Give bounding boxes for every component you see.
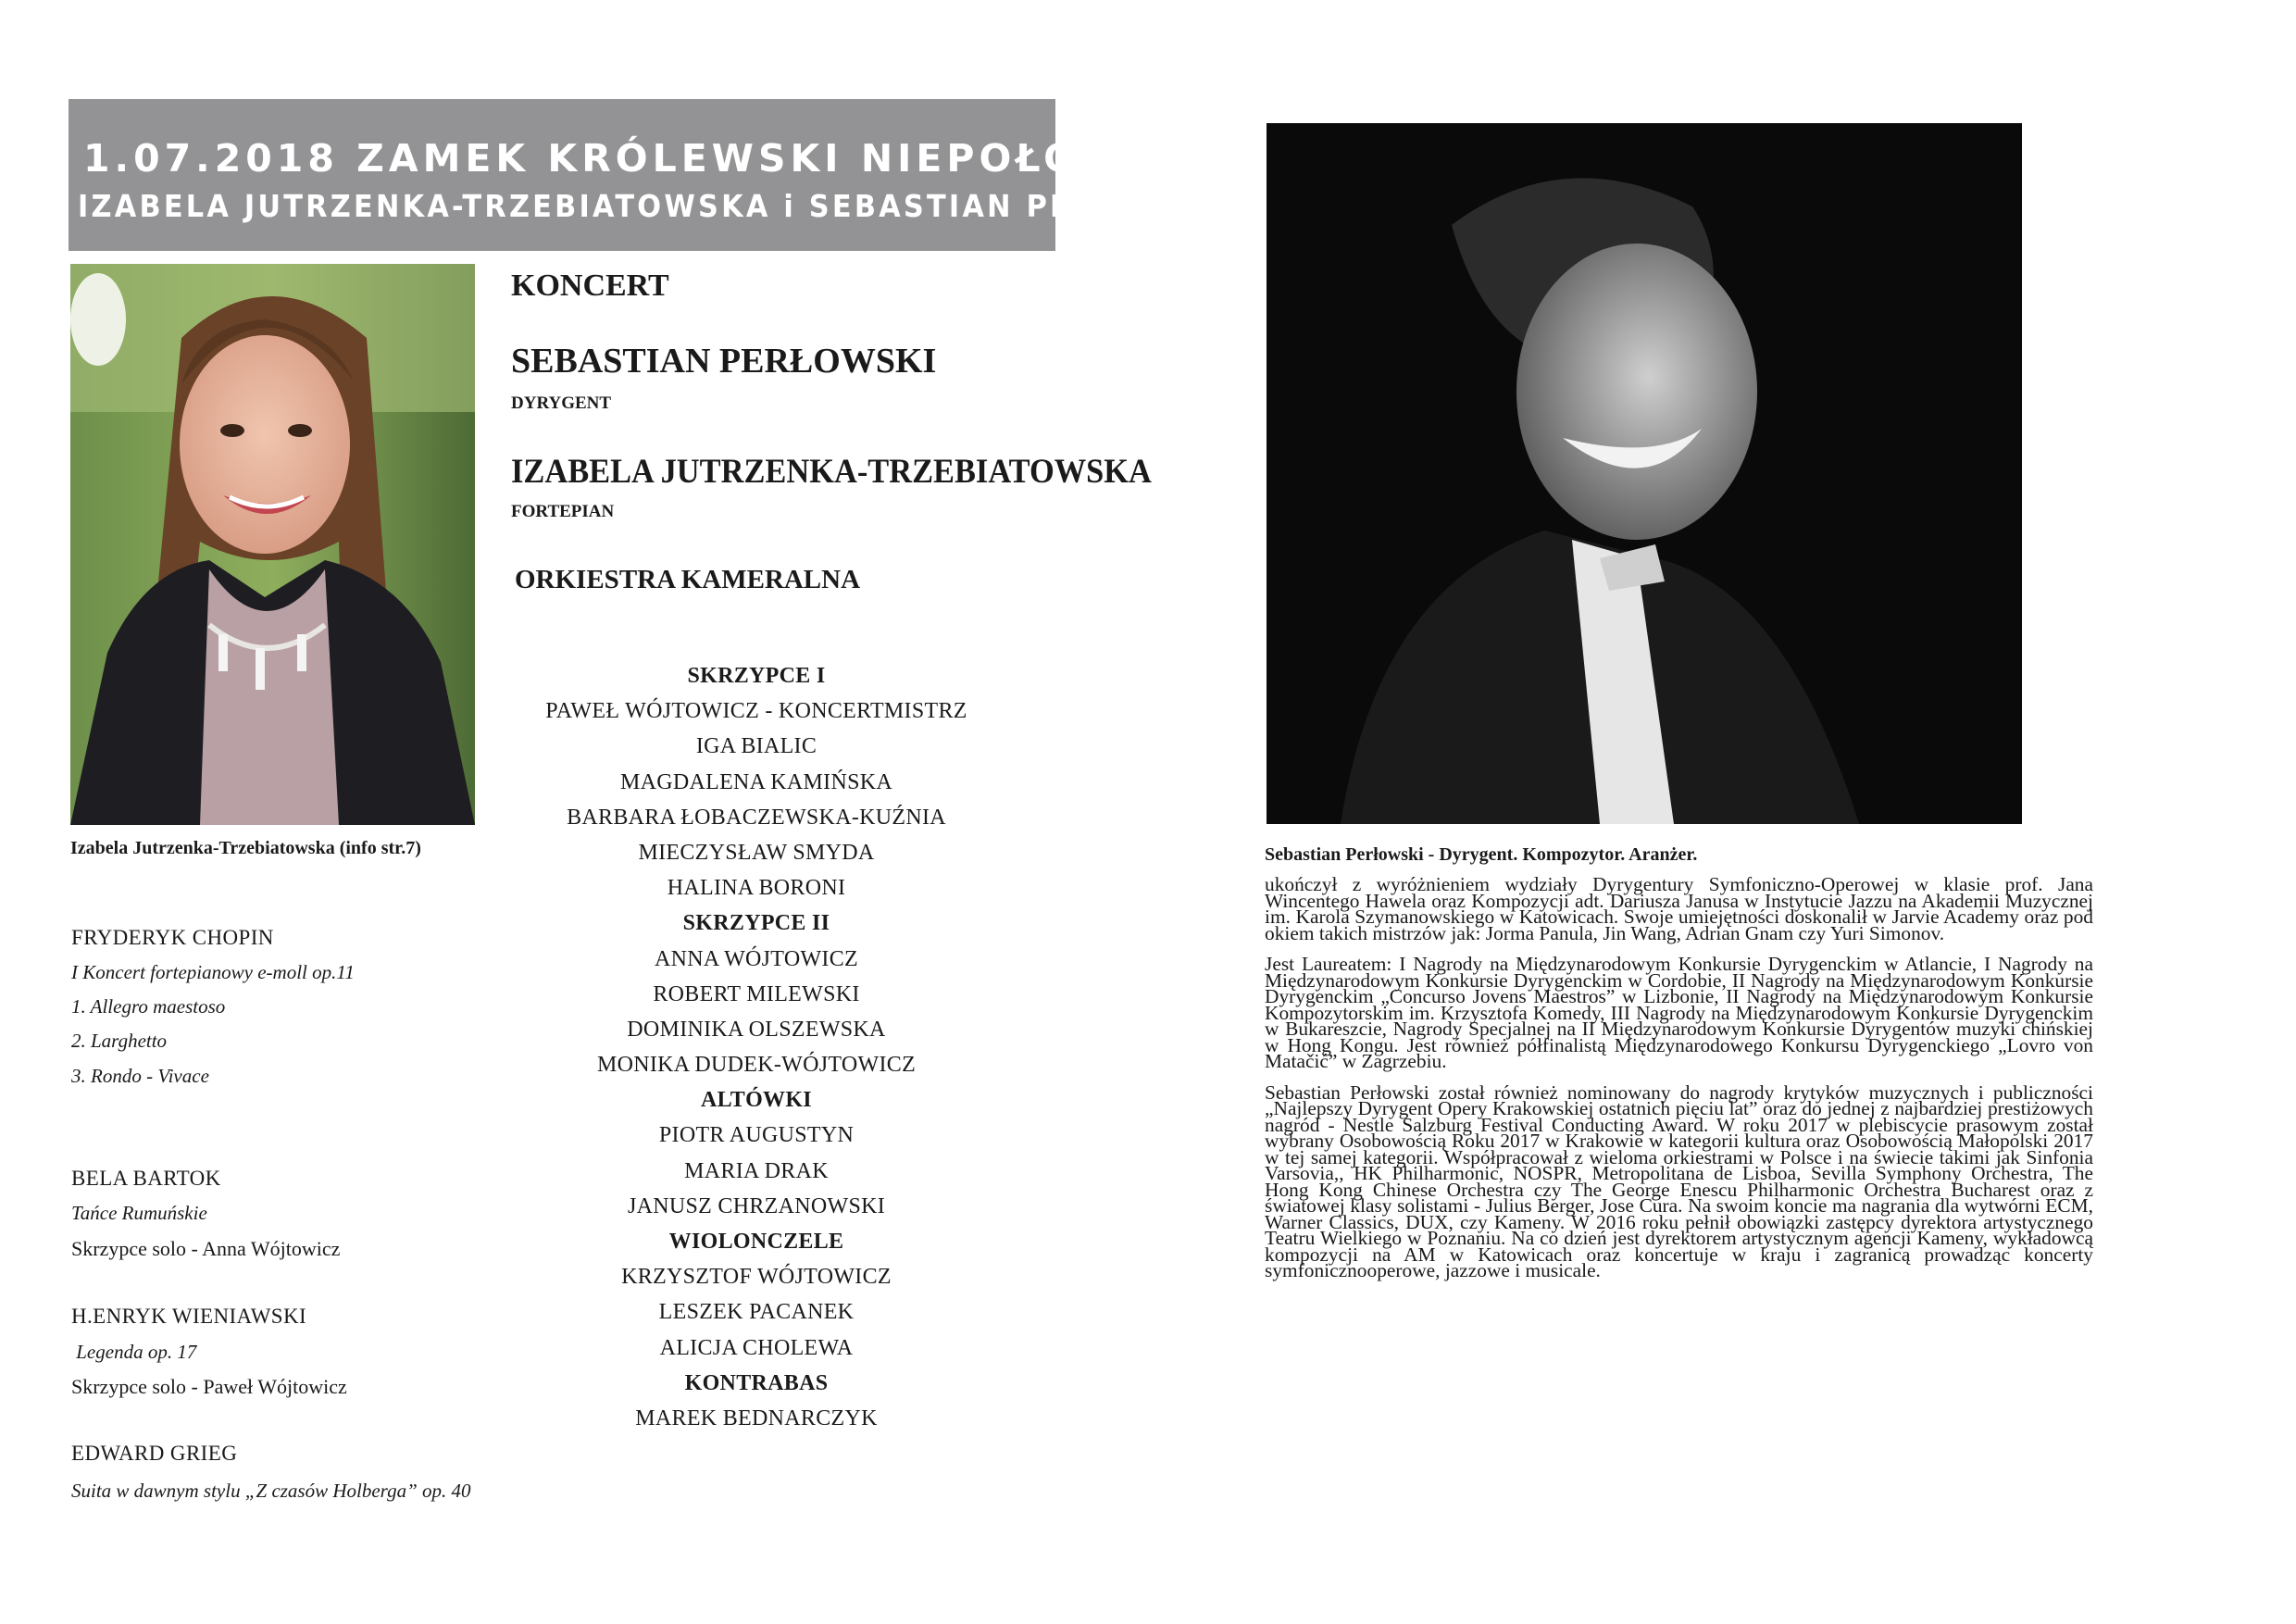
roster-musician: KRZYSZTOF WÓJTOWICZ bbox=[621, 1265, 892, 1290]
bio-paragraph-awards: Jest Laureatem: I Nagrody na Międzynarodowym Konkursie Dyrygenckim w Atlancie, I Nagrody na Międzynarodowym Konkursie Dyrygenckim w Cordobie, II Nagrody na Międzynarodowym Konkursie Dyrygenckim „Concurso Jovens Maestros” w Lizbonie, II Nagrody na Międzynarodowym Konkursie Kompozytorskim im. Krzysztofa Komedy, III Nagrody na Międzynarodowym Konkursie Dyrygenckim w Bukareszcie, Nagrody Specjalnej na II Międzynarodowym Konkursie Dyrygentów muzyki chińskiej w Hong Kongu. Jest również półfinalistą Międzynarodowego Konkursu Dyrygenckiego „Lovro von Matačić” w Zagrzebiu. bbox=[1265, 953, 2093, 1072]
work-chopin: I Koncert fortepianowy e-moll op.11 bbox=[71, 961, 355, 983]
roster-musician: PAWEŁ WÓJTOWICZ - KONCERTMISTRZ bbox=[545, 699, 967, 724]
conductor-name: SEBASTIAN PERŁOWSKI bbox=[511, 342, 937, 381]
roster-musician: BARBARA ŁOBACZEWSKA-KUŹNIA bbox=[567, 805, 946, 830]
roster-musician: PIOTR AUGUSTYN bbox=[658, 1123, 855, 1148]
pianist-photo bbox=[70, 264, 475, 825]
roster-musician: MAREK BEDNARCZYK bbox=[635, 1405, 878, 1430]
work-bartok: Tańce Rumuńskie bbox=[71, 1202, 207, 1224]
work-wieniawski: Legenda op. 17 bbox=[71, 1341, 197, 1363]
event-banner bbox=[69, 99, 1240, 251]
conductor-photo bbox=[1267, 123, 2022, 824]
roster-musician: MIECZYSŁAW SMYDA bbox=[638, 840, 875, 865]
soloist-bartok: Skrzypce solo - Anna Wójtowicz bbox=[71, 1237, 341, 1260]
conductor-role: DYRYGENT bbox=[511, 394, 612, 413]
movement-3: 3. Rondo - Vivace bbox=[71, 1065, 209, 1087]
roster-musician: MONIKA DUDEK-WÓJTOWICZ bbox=[596, 1053, 917, 1078]
roster-musician: ALICJA CHOLEWA bbox=[659, 1335, 854, 1360]
roster-musician: ROBERT MILEWSKI bbox=[653, 981, 860, 1006]
roster-musician: IGA BIALIC bbox=[695, 734, 817, 759]
roster-musician: JANUSZ CHRZANOWSKI bbox=[627, 1193, 886, 1218]
roster-musician: DOMINIKA OLSZEWSKA bbox=[627, 1017, 886, 1042]
banner-performers: IZABELA JUTRZENKA-TRZEBIATOWSKA i SEBASTIAN PERŁOWSKI bbox=[78, 188, 1240, 224]
roster-section-heading: ALTÓWKI bbox=[701, 1088, 812, 1113]
concert-title: KONCERT bbox=[511, 269, 669, 303]
bio-paragraph-career: Sebastian Perłowski został również nominowany do nagrody krytyków muzycznych i publiczności „Najlepszy Dyrygent Opery Krakowskiej ostatnich pięciu lat” oraz do jednej z najbardziej prestiżowych nagród - Nestle Salzburg Festival Conducting Award. W roku 2017 w plebiscycie prasowym został wybrany Osobowością Roku 2017 w Krakowie w kategorii kultura oraz Osobowością Małopolski 2017 w tej samej kategorii. Współpracował z wieloma orkiestrami w Polsce i na świecie takimi jak Sinfonia Varsovia,, HK Philharmonic, NOSPR, Metropolitana de Lisboa, Sevilla Symphony Orchestra, The Hong Kong Chinese Orchestra czy The George Enescu Philharmonic Orchestra Bucharest oraz z światowej klasy solistami - Julius Berger, Jose Cura. Na swoim koncie ma nagrania dla wytwórni ECM, Warner Classics, DUX, czy Kameny. W 2016 roku pełnił obowiązki zastępcy dyrektora artystycznego Teatru Wielkiego w Poznaniu. Na co dzień jest dyrektorem artystycznym agencji Kameny, wykładowcą kompozycji na AM w Katowicach oraz koncertuje w kraju i zagranicą prowadząc koncerty symfonicznooperowe, jazzowe i musicale. bbox=[1265, 1081, 2093, 1281]
roster-musician: HALINA BORONI bbox=[667, 876, 846, 901]
pianist-role: FORTEPIAN bbox=[511, 502, 615, 521]
composer-grieg: EDWARD GRIEG bbox=[71, 1442, 238, 1465]
roster-section-heading: KONTRABAS bbox=[684, 1370, 829, 1395]
roster-musician: LESZEK PACANEK bbox=[658, 1300, 855, 1325]
pianist-name: IZABELA JUTRZENKA-TRZEBIATOWSKA bbox=[511, 453, 1152, 491]
work-grieg: Suita w dawnym stylu „Z czasów Holberga” op. 40 bbox=[71, 1480, 471, 1502]
roster-section-heading: SKRZYPCE I bbox=[687, 664, 826, 688]
pianist-photo-caption: Izabela Jutrzenka-Trzebiatowska (info str.7) bbox=[70, 838, 421, 858]
roster-section-heading: SKRZYPCE II bbox=[682, 911, 830, 936]
movement-2: 2. Larghetto bbox=[71, 1030, 168, 1052]
composer-bartok: BELA BARTOK bbox=[71, 1167, 221, 1190]
orchestra-roster bbox=[500, 658, 1013, 1436]
composer-chopin: FRYDERYK CHOPIN bbox=[71, 926, 274, 949]
soloist-wieniawski: Skrzypce solo - Paweł Wójtowicz bbox=[71, 1375, 347, 1398]
movement-1: 1. Allegro maestoso bbox=[71, 995, 226, 1018]
roster-musician: ANNA WÓJTOWICZ bbox=[655, 946, 858, 971]
orchestra-name: ORKIESTRA KAMERALNA bbox=[515, 565, 861, 594]
conductor-photo-caption: Sebastian Perłowski - Dyrygent. Kompozytor. Aranżer. bbox=[1265, 844, 1698, 865]
roster-musician: MAGDALENA KAMIŃSKA bbox=[619, 769, 893, 794]
conductor-biography bbox=[1265, 873, 2093, 1281]
banner-date-venue: 1.07.2018 ZAMEK KRÓLEWSKI NIEPOŁOMICE bbox=[83, 136, 1205, 181]
roster-section-heading: WIOLONCZELE bbox=[668, 1230, 844, 1254]
bio-paragraph-education: ukończył z wyróżnieniem wydziały Dyrygentury Symfoniczno-Operowej w klasie prof. Jana Wincentego Hawela oraz Kompozycji adt. Dariusza Janusa w Instytucie Jazzu na Akademii Muzycznej im. Karola Szymanowskiego w Katowicach. Swoje umiejętności doskonalił w Jarvie Academy oraz pod okiem takich mistrzów jak: Jorma Panula, Jin Wang, Adrian Gnam czy Yuri Simonov. bbox=[1265, 873, 2093, 944]
roster-musician: MARIA DRAK bbox=[684, 1158, 829, 1183]
composer-wieniawski: H.ENRYK WIENIAWSKI bbox=[71, 1305, 307, 1328]
